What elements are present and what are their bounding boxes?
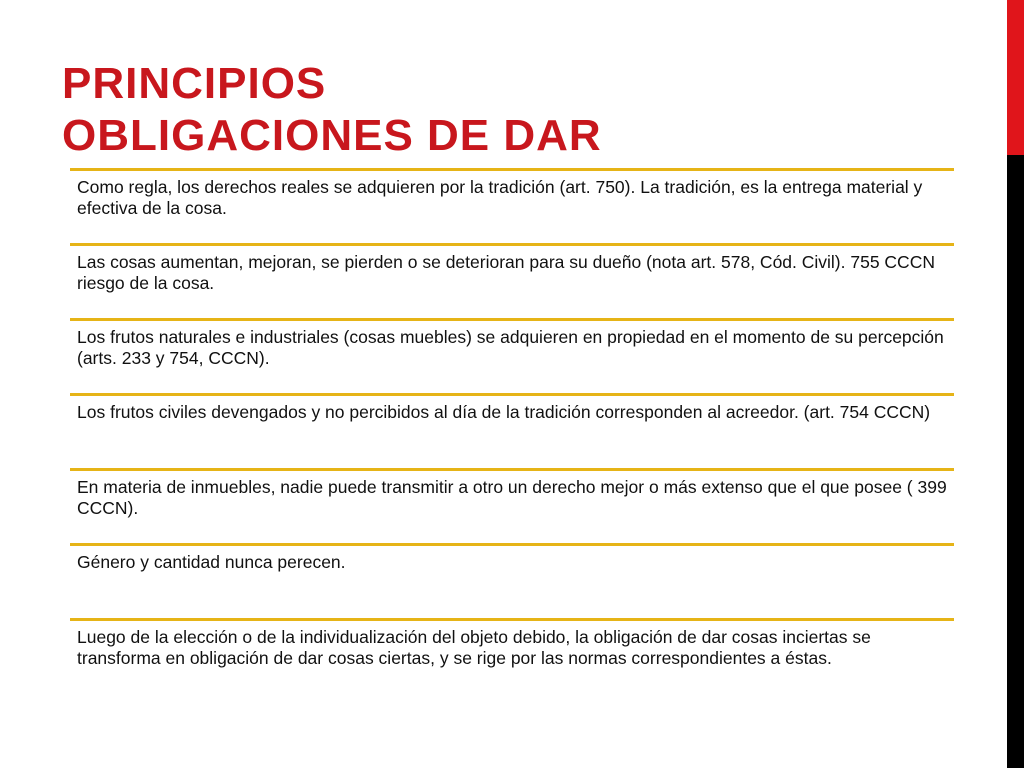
title-line-2: OBLIGACIONES DE DAR bbox=[62, 111, 602, 160]
list-item: Los frutos civiles devengados y no percibidos al día de la tradición corresponden al acreedor. (art. 754 CCCN) bbox=[70, 393, 954, 468]
list-item: Las cosas aumentan, mejoran, se pierden o se deterioran para su dueño (nota art. 578, Cód. Civil). 755 CCCN riesgo de la cosa. bbox=[70, 243, 954, 318]
side-accent-bar-black bbox=[1007, 155, 1024, 768]
slide-title bbox=[62, 58, 962, 162]
list-item: Como regla, los derechos reales se adquieren por la tradición (art. 750). La tradición, es la entrega material y efectiva de la cosa. bbox=[70, 168, 954, 243]
title-line-1: PRINCIPIOS bbox=[62, 59, 327, 108]
list-item: Género y cantidad nunca perecen. bbox=[70, 543, 954, 618]
side-accent-bar-red bbox=[1007, 0, 1024, 155]
list-item: Luego de la elección o de la individualización del objeto debido, la obligación de dar cosas inciertas se transforma en obligación de dar cosas ciertas, y se rige por las normas correspondientes a éstas. bbox=[70, 618, 954, 708]
principles-list bbox=[70, 168, 954, 708]
list-item: En materia de inmuebles, nadie puede transmitir a otro un derecho mejor o más extenso que el que posee ( 399 CCCN). bbox=[70, 468, 954, 543]
list-item: Los frutos naturales e industriales (cosas muebles) se adquieren en propiedad en el momento de su percepción (arts. 233 y 754, CCCN). bbox=[70, 318, 954, 393]
